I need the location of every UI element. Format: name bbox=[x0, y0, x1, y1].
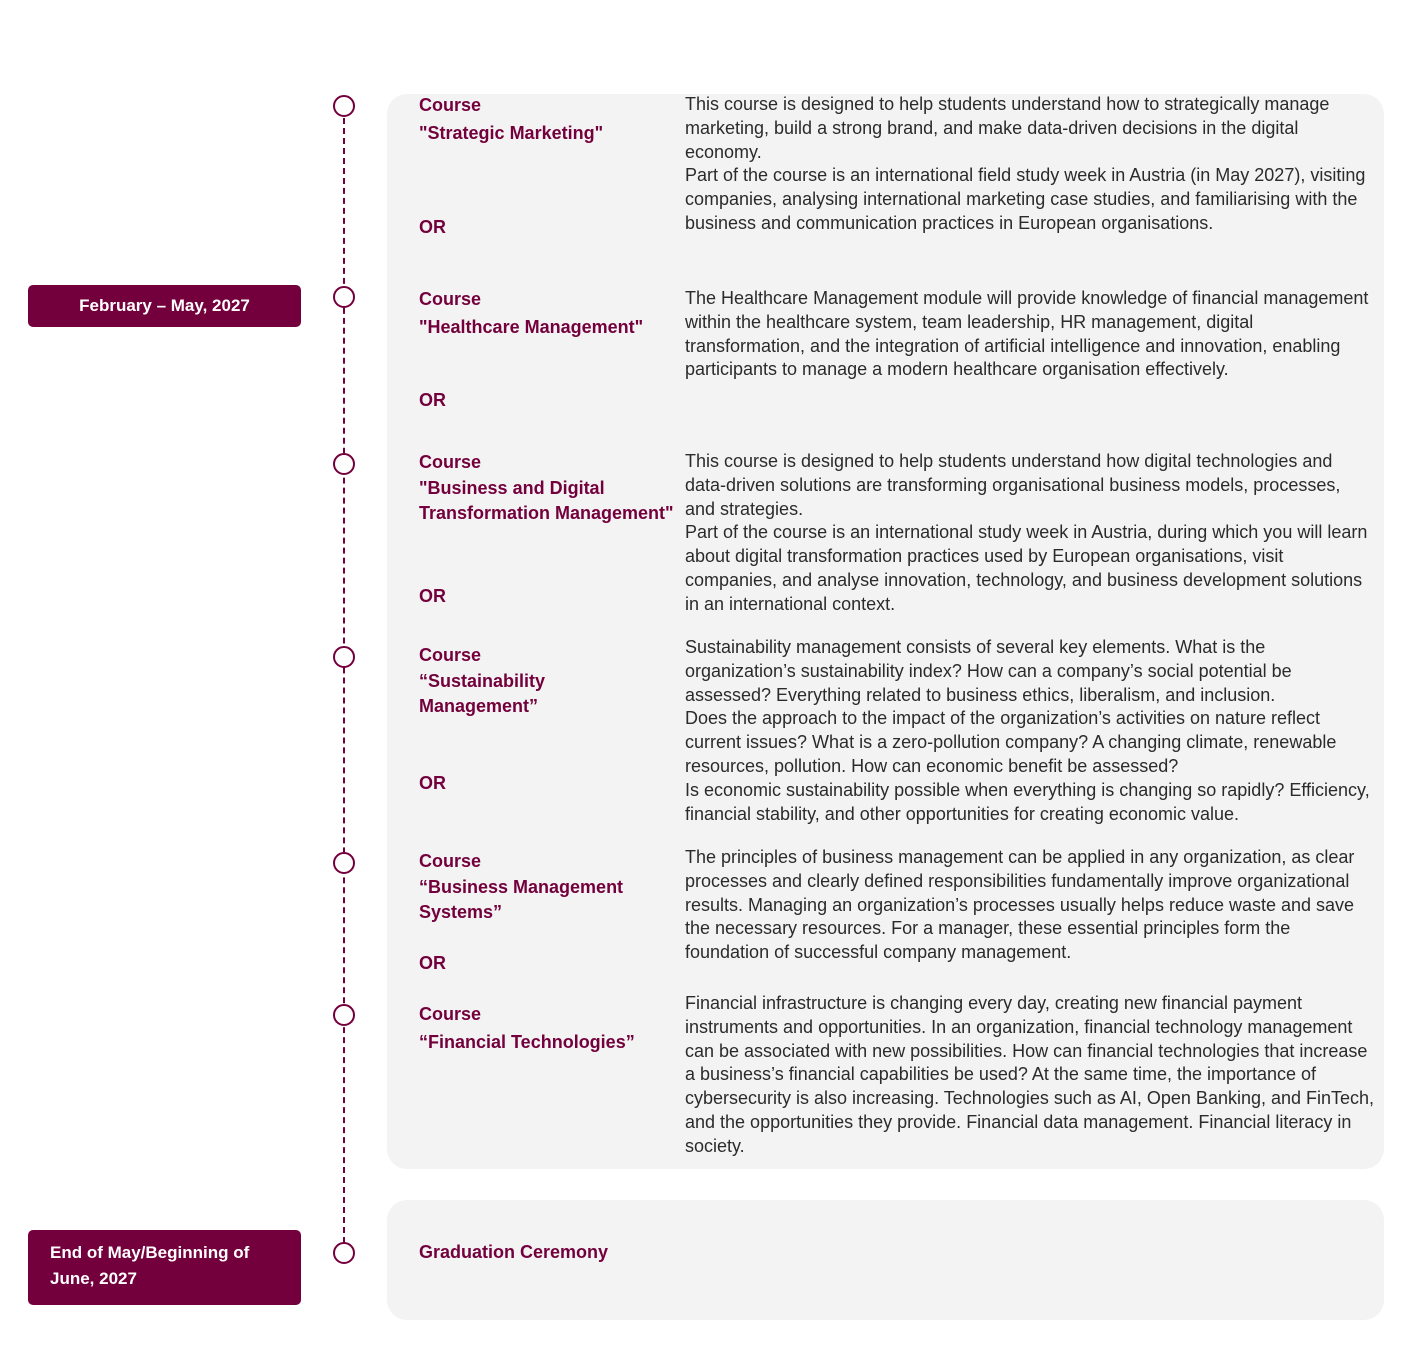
course-title: “Sustainability Management” bbox=[419, 670, 546, 716]
course-business-management-systems-title bbox=[419, 849, 679, 926]
or-label: OR bbox=[419, 773, 446, 793]
course-healthcare-management-title bbox=[419, 287, 679, 340]
course-title: "Business and Digital Transformation Management" bbox=[419, 477, 674, 523]
timeline-node-icon bbox=[333, 646, 355, 668]
date-badge-end-of-may bbox=[28, 1230, 301, 1305]
timeline-node-icon bbox=[333, 1004, 355, 1026]
description-paragraph: Sustainability management consists of several key elements. What is the organization’s sustainability index? How can a company’s social potential be assessed? Everything related to business ethics, liberalism, and inclusion. bbox=[685, 637, 1292, 705]
timeline-line bbox=[343, 108, 345, 1243]
description-paragraph: The principles of business management can be applied in any organization, as clear processes and clearly defined responsibilities fundamentally improve organizational results. Managing an organization’s processes usually helps reduce waste and save the necessary resources. For a manager, these essential principles form the foundation of successful company management. bbox=[685, 847, 1355, 963]
course-sustainability-management-title bbox=[419, 643, 679, 720]
description-paragraph: Does the approach to the impact of the organization’s activities on nature reflect current issues? What is a zero-pollution company? A changing climate, renewable resources, pollution. How can economic benefit be assessed? bbox=[685, 708, 1337, 776]
timeline-node-icon bbox=[333, 852, 355, 874]
or-label: OR bbox=[419, 217, 446, 237]
timeline-node-icon bbox=[333, 286, 355, 308]
course-title: "Strategic Marketing" bbox=[419, 122, 604, 143]
course-strategic-marketing-title bbox=[419, 93, 679, 146]
timeline-node-icon bbox=[333, 453, 355, 475]
description-paragraph: Is economic sustainability possible when everything is changing so rapidly? Efficiency, financial stability, and other opportunities for creating economic value. bbox=[685, 779, 1370, 824]
course-prefix: Course bbox=[419, 1004, 482, 1024]
course-title: “Financial Technologies” bbox=[419, 1031, 635, 1052]
timeline-node-icon bbox=[333, 95, 355, 117]
course-prefix: Course bbox=[419, 95, 482, 115]
timeline-node-icon bbox=[333, 1242, 355, 1264]
course-prefix: Course bbox=[419, 851, 482, 871]
or-label: OR bbox=[419, 953, 446, 973]
description-paragraph: Financial infrastructure is changing every day, creating new financial payment instruments and opportunities. In an organization, financial technology management can be associated with new possibilities. How can financial technologies that increase a business’s financial capabilities be used? At the same time, the importance of cybersecurity is also increasing. Technologies such as AI, Open Banking, and FinTech, and the opportunities they provide. Financial data management. Financial literacy in society. bbox=[685, 993, 1375, 1156]
course-title: "Healthcare Management" bbox=[419, 316, 644, 337]
course-business-digital-transformation-title bbox=[419, 450, 679, 527]
date-label: February – May, 2027 bbox=[79, 296, 250, 315]
graduation-ceremony-label: Graduation Ceremony bbox=[419, 1242, 609, 1262]
course-healthcare-management-description bbox=[685, 287, 1375, 382]
course-sustainability-management-description bbox=[685, 636, 1375, 826]
course-strategic-marketing-description bbox=[685, 93, 1375, 236]
course-business-management-systems-description bbox=[685, 846, 1375, 965]
description-paragraph: Part of the course is an international field study week in Austria (in May 2027), visiting companies, analysing international marketing case studies, and familiarising with the business and communication practices in European organisations. bbox=[685, 165, 1366, 233]
course-prefix: Course bbox=[419, 289, 482, 309]
course-financial-technologies-title bbox=[419, 1002, 679, 1055]
course-business-digital-transformation-description bbox=[685, 450, 1375, 617]
date-badge-february-may bbox=[28, 285, 301, 327]
course-prefix: Course bbox=[419, 645, 482, 665]
description-paragraph: Part of the course is an international study week in Austria, during which you will learn about digital transformation practices used by European organisations, visit companies, and analyse innovation, technology, and business development solutions in an international context. bbox=[685, 522, 1368, 614]
or-label: OR bbox=[419, 390, 446, 410]
description-paragraph: This course is designed to help students understand how digital technologies and data-driven solutions are transforming organisational business models, processes, and strategies. bbox=[685, 451, 1341, 519]
description-paragraph: This course is designed to help students understand how to strategically manage marketing, build a strong brand, and make data-driven decisions in the digital economy. bbox=[685, 94, 1330, 162]
or-label: OR bbox=[419, 586, 446, 606]
course-title: “Business Management Systems” bbox=[419, 876, 624, 922]
date-label: End of May/Beginning of June, 2027 bbox=[50, 1243, 250, 1288]
course-prefix: Course bbox=[419, 452, 482, 472]
description-paragraph: The Healthcare Management module will provide knowledge of financial management within the healthcare system, team leadership, HR management, digital transformation, and the integration of artificial intelligence and innovation, enabling participants to manage a modern healthcare organisation effectively. bbox=[685, 288, 1369, 380]
course-financial-technologies-description bbox=[685, 992, 1375, 1159]
